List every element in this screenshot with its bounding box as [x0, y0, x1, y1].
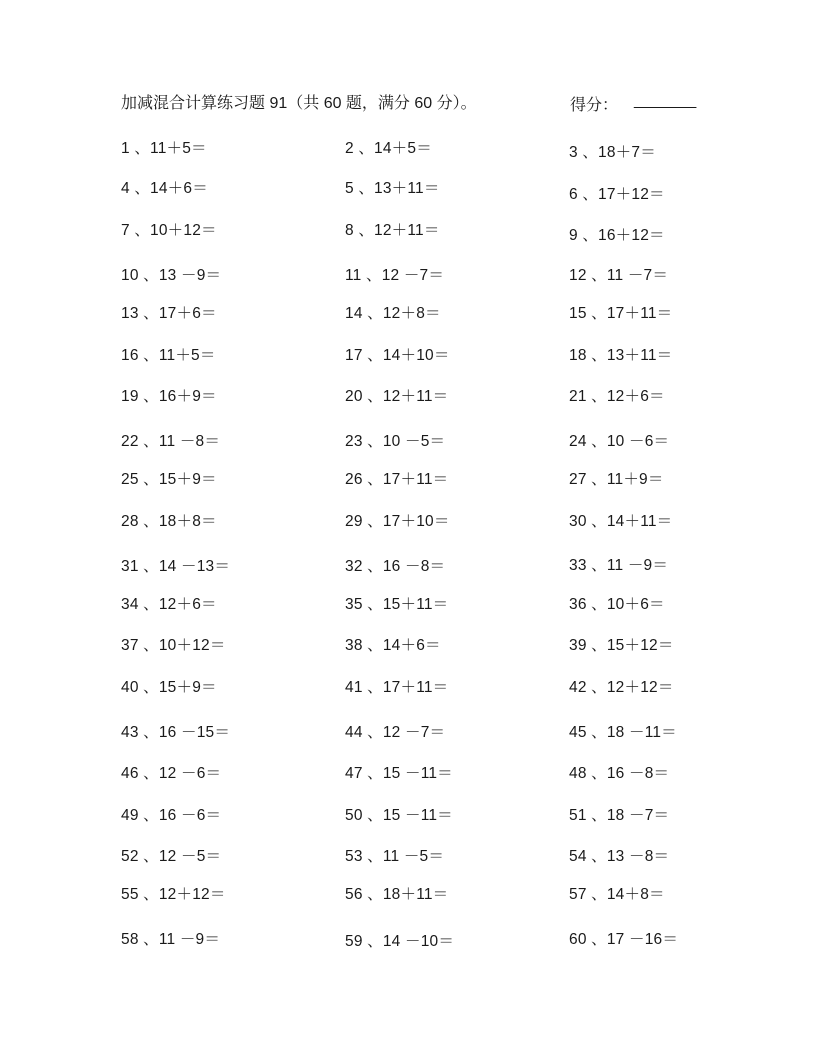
- problem-33: 33 、11 －9＝: [569, 557, 669, 574]
- problem-9: 9 、16＋12＝: [569, 227, 665, 244]
- problem-17: 17 、14＋10＝: [345, 347, 450, 364]
- problem-21: 21 、12＋6＝: [569, 388, 665, 405]
- problem-13: 13 、17＋6＝: [121, 305, 217, 322]
- problem-56: 56 、18＋11＝: [345, 886, 449, 903]
- problem-58: 58 、11 －9＝: [121, 931, 221, 948]
- problem-14: 14 、12＋8＝: [345, 305, 441, 322]
- problem-6: 6 、17＋12＝: [569, 186, 665, 203]
- problem-10: 10 、13 －9＝: [121, 267, 222, 284]
- problem-42: 42 、12＋12＝: [569, 679, 674, 696]
- problem-31: 31 、14 －13＝: [121, 558, 231, 575]
- problem-11: 11 、12 －7＝: [345, 267, 445, 284]
- problem-16: 16 、11＋5＝: [121, 347, 216, 364]
- problem-29: 29 、17＋10＝: [345, 513, 450, 530]
- problem-25: 25 、15＋9＝: [121, 471, 217, 488]
- problem-38: 38 、14＋6＝: [345, 637, 441, 654]
- problem-28: 28 、18＋8＝: [121, 513, 217, 530]
- problem-24: 24 、10 －6＝: [569, 433, 670, 450]
- problem-48: 48 、16 －8＝: [569, 765, 670, 782]
- problem-37: 37 、10＋12＝: [121, 637, 226, 654]
- problem-59: 59 、14 －10＝: [345, 933, 455, 950]
- problem-54: 54 、13 －8＝: [569, 848, 670, 865]
- problem-19: 19 、16＋9＝: [121, 388, 217, 405]
- problem-34: 34 、12＋6＝: [121, 596, 217, 613]
- problem-7: 7 、10＋12＝: [121, 222, 217, 239]
- page-title: 加减混合计算练习题 91（共 60 题，满分 60 分）。: [121, 95, 477, 112]
- problem-23: 23 、10 －5＝: [345, 433, 446, 450]
- problem-52: 52 、12 －5＝: [121, 848, 222, 865]
- score-label: 得分：: [570, 97, 619, 114]
- problem-50: 50 、15 －11＝: [345, 807, 453, 824]
- problem-27: 27 、11＋9＝: [569, 471, 664, 488]
- problem-18: 18 、13＋11＝: [569, 347, 673, 364]
- problem-49: 49 、16 －6＝: [121, 807, 222, 824]
- problem-53: 53 、11 －5＝: [345, 848, 445, 865]
- score-blank: _______: [634, 92, 697, 109]
- problem-3: 3 、18＋7＝: [569, 144, 656, 161]
- problem-8: 8 、12＋11＝: [345, 222, 440, 239]
- problem-55: 55 、12＋12＝: [121, 886, 226, 903]
- problem-30: 30 、14＋11＝: [569, 513, 673, 530]
- problem-47: 47 、15 －11＝: [345, 765, 453, 782]
- problem-1: 1 、11＋5＝: [121, 140, 207, 157]
- problem-26: 26 、17＋11＝: [345, 471, 449, 488]
- problem-12: 12 、11 －7＝: [569, 267, 669, 284]
- problem-20: 20 、12＋11＝: [345, 388, 449, 405]
- problem-39: 39 、15＋12＝: [569, 637, 674, 654]
- problem-41: 41 、17＋11＝: [345, 679, 449, 696]
- problem-43: 43 、16 －15＝: [121, 724, 231, 741]
- problem-15: 15 、17＋11＝: [569, 305, 673, 322]
- problem-40: 40 、15＋9＝: [121, 679, 217, 696]
- problem-46: 46 、12 －6＝: [121, 765, 222, 782]
- problem-36: 36 、10＋6＝: [569, 596, 665, 613]
- problem-4: 4 、14＋6＝: [121, 180, 208, 197]
- problem-45: 45 、18 －11＝: [569, 724, 677, 741]
- problem-60: 60 、17 －16＝: [569, 931, 679, 948]
- problem-57: 57 、14＋8＝: [569, 886, 665, 903]
- problem-2: 2 、14＋5＝: [345, 140, 432, 157]
- problem-32: 32 、16 －8＝: [345, 558, 446, 575]
- problem-51: 51 、18 －7＝: [569, 807, 670, 824]
- problem-22: 22 、11 －8＝: [121, 433, 221, 450]
- problem-35: 35 、15＋11＝: [345, 596, 449, 613]
- problem-5: 5 、13＋11＝: [345, 180, 440, 197]
- problem-44: 44 、12 －7＝: [345, 724, 446, 741]
